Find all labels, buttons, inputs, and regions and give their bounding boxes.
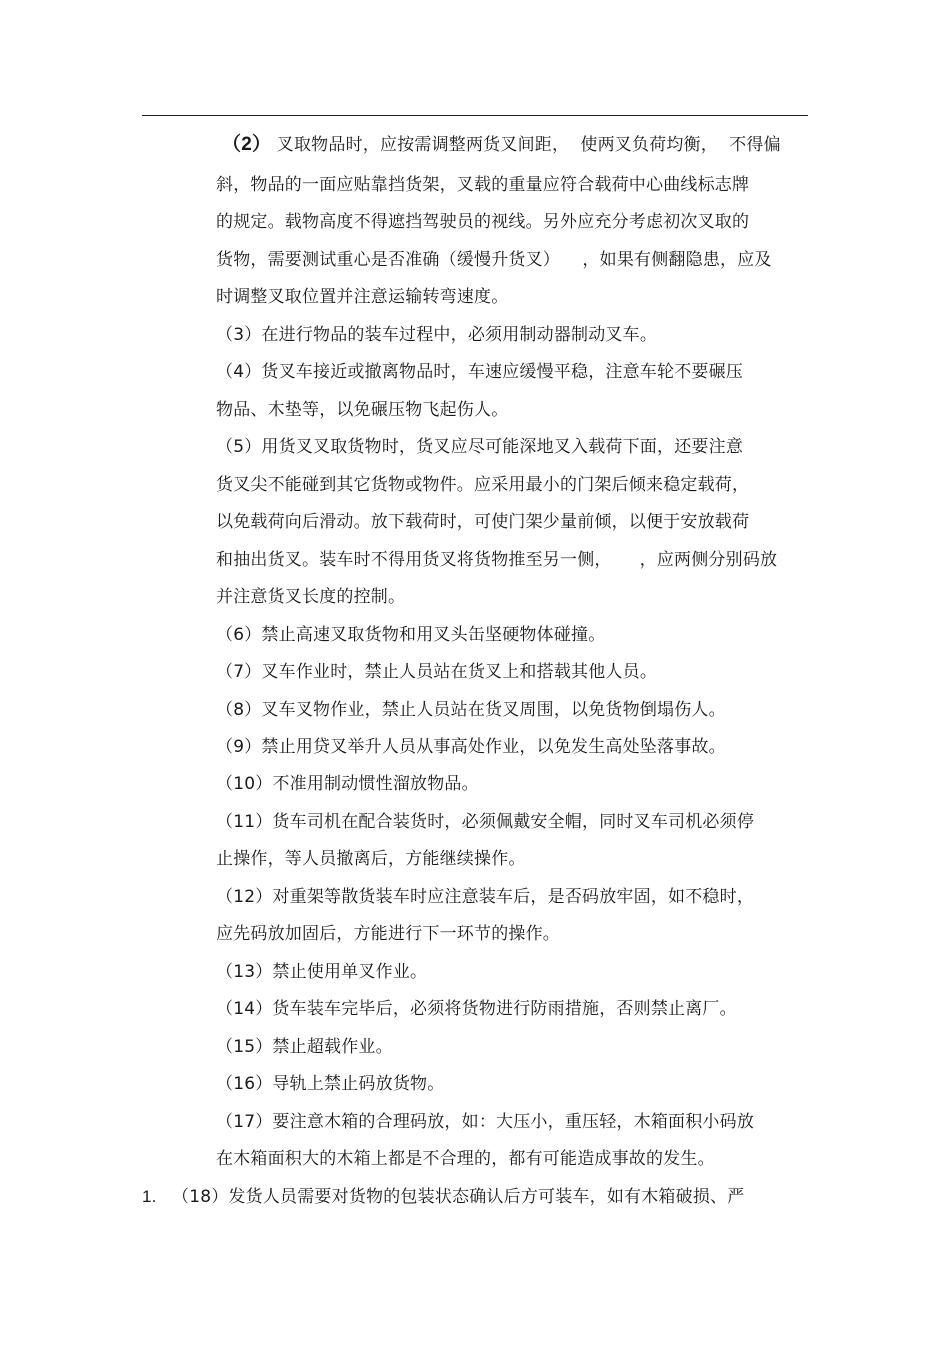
text-line: 货叉尖不能碰到其它货物或物件。应采用最小的门架后倾来稳定载荷， (216, 475, 750, 495)
text-line: （4）货叉车接近或撤离物品时，车速应缓慢平稳，注意车轮不要碾压 (216, 362, 744, 382)
text-line: 在木箱面积大的木箱上都是不合理的，都有可能造成事故的发生。 (216, 1149, 715, 1169)
text-line: （17）要注意木箱的合理码放，如：大压小，重压轻，木箱面积小码放 (216, 1112, 755, 1132)
text-line: 斜，物品的一面应贴靠挡货架，叉载的重量应符合载荷中心曲线标志牌 (216, 175, 750, 195)
text-line: （15）禁止超载作业。 (216, 1037, 393, 1057)
text-line: （10）不准用制动惯性溜放物品。 (216, 774, 479, 794)
text-line: 货物，需要测试重心是否准确（缓慢升货叉） ，如果有侧翻隐患，应及 (216, 250, 772, 270)
text-line: 的规定。载物高度不得遮挡驾驶员的视线。另外应充分考虑初次叉取的 (216, 212, 750, 232)
text-line: 以免载荷向后滑动。放下载荷时，可使门架少量前倾，以便于安放载荷 (216, 512, 750, 532)
text-line: （18）发货人员需要对货物的包装状态确认后方可装车，如有木箱破损、严 (172, 1187, 745, 1207)
text-line: （12）对重架等散货装车时应注意装车后，是否码放牢固，如不稳时， (216, 887, 755, 907)
text-line: （14）货车装车完毕后，必须将货物进行防雨措施，否则禁止离厂。 (216, 999, 737, 1019)
text-line: （2） 叉取物品时，应按需调整两货叉间距， 使两叉负荷均衡， 不得偏 (222, 134, 781, 155)
text-line: （16）导轨上禁止码放货物。 (216, 1074, 445, 1094)
text-line: 并注意货叉长度的控制。 (216, 587, 406, 607)
text-line: （13）禁止使用单叉作业。 (216, 962, 428, 982)
text-line: （5）用货叉叉取货物时，货叉应尽可能深地叉入载荷下面，还要注意 (216, 437, 744, 457)
text-line: （11）货车司机在配合装货时，必须佩戴安全帽，同时叉车司机必须停 (216, 812, 755, 832)
text-line: （3）在进行物品的装车过程中，必须用制动器制动叉车。 (216, 325, 658, 345)
header-rule (142, 115, 808, 116)
text-line: 止操作，等人员撤离后，方能继续操作。 (216, 849, 526, 869)
text-line: （8）叉车叉物作业，禁止人员站在货叉周围，以免货物倒塌伤人。 (216, 700, 726, 720)
text-line: 时调整叉取位置并注意运输转弯速度。 (216, 287, 509, 307)
text-line: （7）叉车作业时，禁止人员站在货叉上和搭载其他人员。 (216, 662, 658, 682)
text-line: （6）禁止高速叉取货物和用叉头缶坚硬物体碰撞。 (216, 625, 606, 645)
text-line: 应先码放加固后，方能进行下一环节的操作。 (216, 924, 560, 944)
list-number: 1. (142, 1187, 157, 1206)
text-line: （9）禁止用贷叉举升人员从事高处作业，以免发生高处坠落事故。 (216, 737, 726, 757)
item-number: （2） (222, 134, 272, 155)
text-line: 和抽出货叉。装车时不得用货叉将货物推至另一侧， ，应两侧分别码放 (216, 550, 778, 570)
text-line: 物品、木垫等，以免碾压物飞起伤人。 (216, 400, 509, 420)
